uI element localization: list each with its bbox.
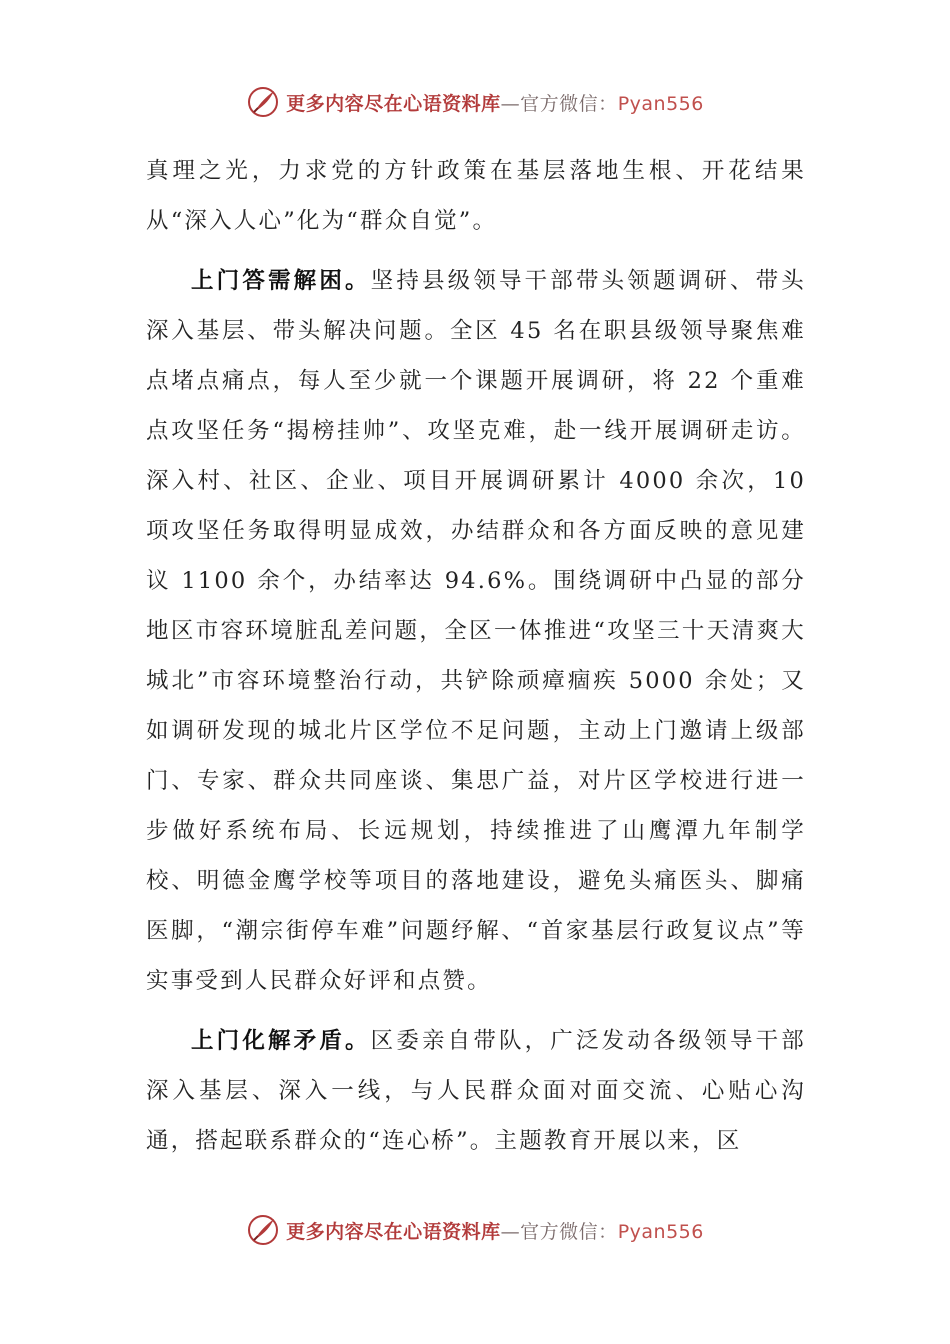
watermark-wechat-handle: Pyan556 <box>617 92 704 115</box>
watermark-separator: — <box>500 1220 521 1243</box>
footer-watermark <box>0 1210 950 1250</box>
watermark-brand: 更多内容尽在心语资料库 <box>286 1220 501 1243</box>
watermark-wechat-handle: Pyan556 <box>617 1220 704 1243</box>
watermark-wechat-label: 官方微信： <box>520 1220 618 1243</box>
quill-pen-logo-icon <box>246 85 280 119</box>
paragraph-2-body: 坚持县级领导干部带头领题调研、带头深入基层、带头解决问题。全区 45 名在职县级领导聚焦难点堵点痛点，每人至少就一个课题开展调研，将 22 个重难点攻坚任务“揭榜挂帅”、攻坚克难，赴一线开展调研走访。深入村、社区、企业、项目开展调研累计 4000 余次，10 项攻坚任务取得明显成效，办结群众和各方面反映的意见建议 1100 余个，办结率达 94.6%。围绕调研中凸显的部分地区市容环境脏乱差问题，全区一体推进“攻坚三十天清爽大城北”市容环境整治行动，共铲除顽瘴痼疾 5000 余处；又如调研发现的城北片区学位不足问题，主动上门邀请上级部门、专家、群众共同座谈、集思广益，对片区学校进行进一步做好系统布局、长远规划，持续推进了山鹰潭九年制学校、明德金鹰学校等项目的落地建设，避免头痛医头、脚痛医脚，“潮宗街停车难”问题纾解、“首家基层行政复议点”等实事受到人民群众好评和点赞。 <box>146 268 806 994</box>
paragraph-1 <box>146 146 806 246</box>
watermark-wechat-label: 官方微信： <box>520 92 618 115</box>
paragraph-3-body: 区委亲自带队，广泛发动各级领导干部深入基层、深入一线，与人民群众面对面交流、心贴心沟通，搭起联系群众的“连心桥”。主题教育开展以来，区 <box>146 1028 806 1154</box>
paragraph-2 <box>146 256 806 1006</box>
header-watermark <box>0 82 950 122</box>
paragraph-2-lead: 上门答需解困。 <box>191 268 371 294</box>
quill-pen-logo-icon <box>246 1213 280 1247</box>
paragraph-3 <box>146 1016 806 1166</box>
watermark-text <box>286 89 704 116</box>
watermark-text <box>286 1217 704 1244</box>
watermark-brand: 更多内容尽在心语资料库 <box>286 92 501 115</box>
document-body <box>146 146 806 1166</box>
paragraph-3-lead: 上门化解矛盾。 <box>191 1028 371 1054</box>
watermark-separator: — <box>500 92 521 115</box>
paragraph-1-body: 真理之光，力求党的方针政策在基层落地生根、开花结果从“深入人心”化为“群众自觉”。 <box>146 158 806 234</box>
